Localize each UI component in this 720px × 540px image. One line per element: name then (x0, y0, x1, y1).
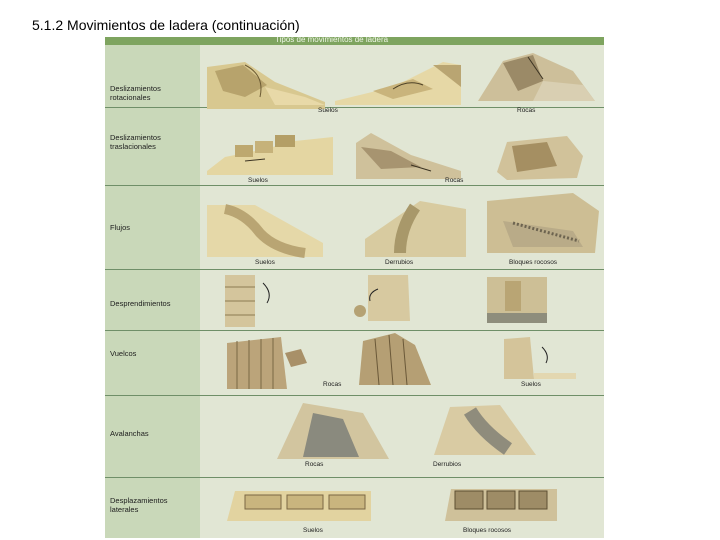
rotational-slide-soil-2-illustration (333, 57, 463, 107)
translational-slide-rock-illustration (351, 125, 466, 181)
row-label-vuelcos: Vuelcos (110, 349, 137, 358)
row-divider (105, 477, 604, 478)
lateral-spread-soil-illustration (225, 481, 375, 525)
landslide-types-figure (105, 37, 604, 538)
fall-block-illustration (348, 273, 414, 323)
caption-suelos: Suelos (303, 527, 323, 534)
avalanche-debris-illustration (430, 401, 540, 457)
row-label-deslizamientos-rotacionales: Deslizamientos rotacionales (110, 84, 161, 102)
caption-suelos: Suelos (255, 259, 275, 266)
translational-slide-soil-illustration (205, 121, 335, 177)
caption-bloques-rocosos: Bloques rocosos (463, 527, 512, 534)
translational-slide-block-illustration (487, 132, 587, 182)
caption-suelos: Suelos (318, 107, 338, 114)
caption-suelos: Suelos (248, 177, 268, 184)
row-label-desplazamientos-laterales: Desplazamientos laterales (110, 496, 168, 514)
figure-header-text: Tipos de movimientos de ladera (275, 37, 389, 44)
caption-rocas: Rocas (323, 381, 342, 388)
caption-rocas: Rocas (445, 177, 464, 184)
figure-header-bar (105, 37, 604, 45)
row-divider (105, 269, 604, 270)
caption-bloques-rocosos: Bloques rocosos (509, 259, 558, 266)
caption-derrubios: Derrubios (385, 259, 414, 266)
row-label-deslizamientos-traslacionales: Deslizamientos traslacionales (110, 133, 161, 151)
label-column (105, 45, 200, 538)
row-label-avalanchas: Avalanchas (110, 429, 149, 438)
caption-rocas: Rocas (517, 107, 536, 114)
row-label-desprendimientos: Desprendimientos (110, 299, 171, 308)
flow-debris-illustration (360, 199, 468, 259)
avalanche-rock-illustration (273, 399, 391, 461)
caption-derrubios: Derrubios (433, 461, 462, 468)
slide-title: 5.1.2 Movimientos de ladera (continuación) (32, 17, 300, 33)
fall-column-illustration (483, 273, 553, 327)
flow-rock-blocks-illustration (483, 191, 601, 257)
row-divider (105, 185, 604, 186)
row-divider (105, 395, 604, 396)
row-label-flujos: Flujos (110, 223, 131, 232)
caption-rocas: Rocas (305, 461, 324, 468)
topple-soil-illustration (500, 333, 580, 381)
flow-soil-illustration (205, 203, 325, 259)
lateral-spread-blocks-illustration (443, 481, 559, 525)
rotational-slide-soil-illustration (205, 57, 330, 109)
caption-suelos: Suelos (521, 381, 541, 388)
fall-cliff-illustration (223, 273, 285, 329)
topple-rock-2-illustration (355, 331, 433, 387)
topple-rock-illustration (223, 333, 311, 391)
rotational-slide-rock-illustration (473, 51, 598, 109)
